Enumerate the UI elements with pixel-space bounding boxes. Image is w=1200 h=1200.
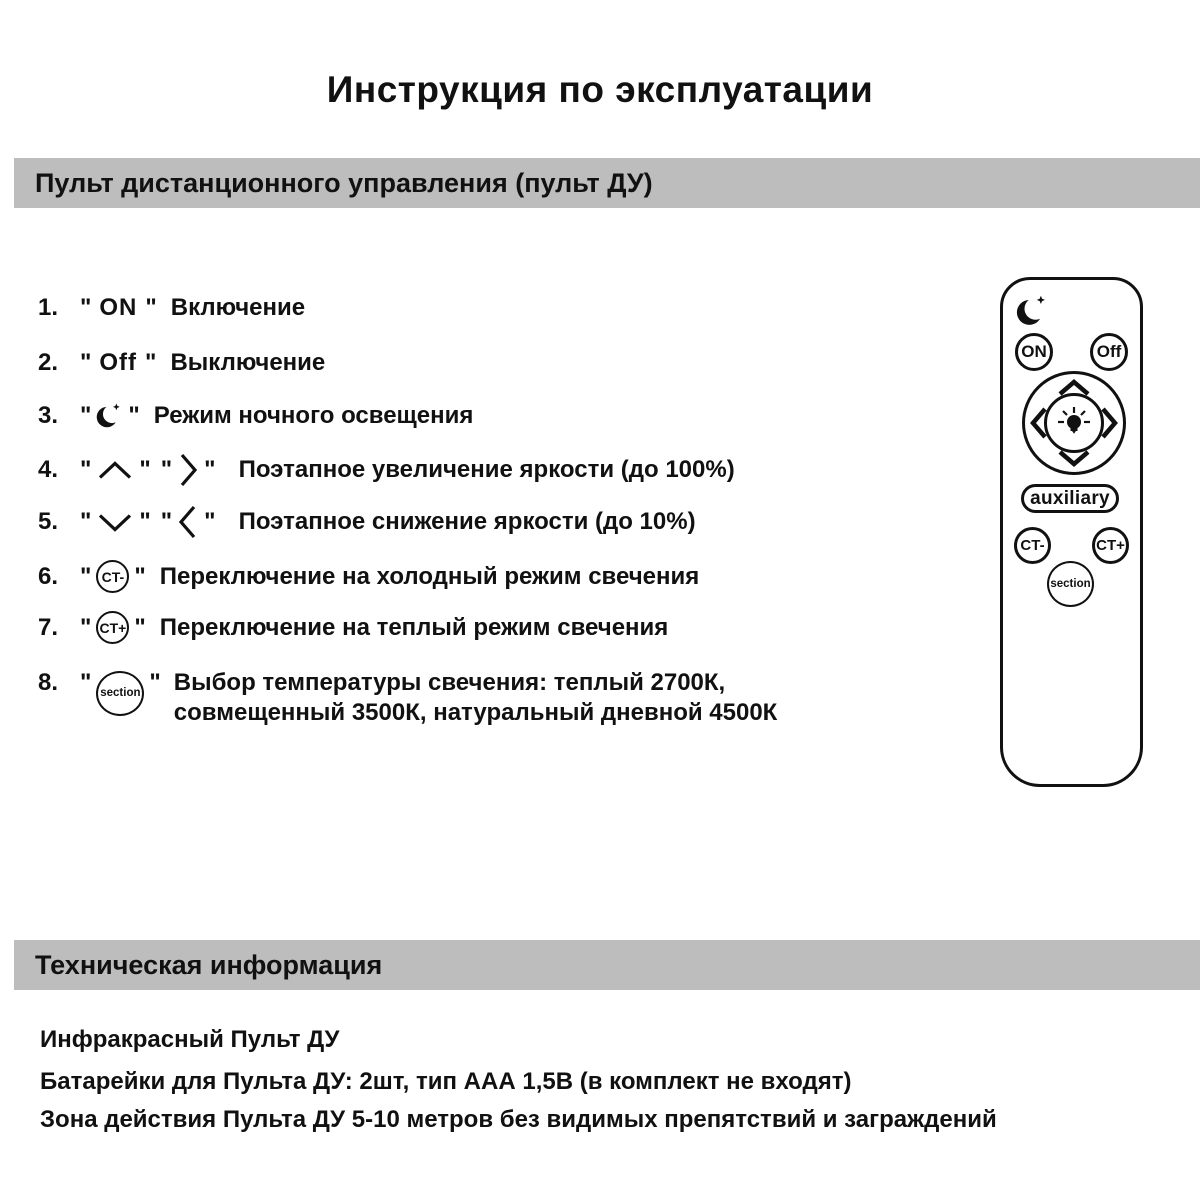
crescent-moon-icon — [96, 402, 123, 429]
quote-mark: " — [145, 294, 157, 321]
section-badge: section — [96, 671, 144, 716]
item-description: Включение — [170, 294, 306, 321]
remote-ct-plus-button — [1092, 527, 1129, 564]
on-button-label: ON — [99, 294, 138, 321]
quote-mark: " — [80, 669, 92, 696]
quote-mark: " — [160, 508, 173, 535]
list-item-ct-minus — [38, 560, 699, 593]
remote-off-label: Off — [1096, 342, 1122, 361]
list-item-night-mode — [38, 402, 473, 429]
page-title: Инструкция по эксплуатации — [326, 69, 874, 110]
section-header-tech-label: Техническая информация — [35, 949, 383, 980]
item-description: Переключение на холодный режим свечения — [159, 562, 700, 590]
item-number: 2. — [38, 349, 59, 376]
remote-off-button — [1090, 333, 1128, 371]
remote-auxiliary-button — [1021, 484, 1119, 513]
quote-mark: " — [80, 401, 92, 429]
quote-mark: " — [139, 508, 151, 535]
chevron-down-icon — [96, 512, 134, 533]
item-number: 8. — [38, 669, 59, 696]
item-description: Режим ночного освещения — [153, 401, 474, 429]
item-description — [174, 668, 778, 728]
quote-mark: " — [204, 508, 216, 535]
ct-plus-badge: CT+ — [96, 611, 129, 644]
list-item-off — [38, 351, 325, 375]
quote-mark: " — [80, 562, 92, 590]
list-item-on — [38, 296, 305, 320]
item-number: 6. — [38, 562, 59, 590]
list-item-ct-plus — [38, 611, 668, 644]
remote-illustration — [1000, 277, 1143, 787]
tech-info-line: Зона действия Пульта ДУ 5-10 метров без видимых препятствий и заграждений — [40, 1106, 997, 1133]
crescent-moon-icon — [1016, 294, 1049, 327]
remote-navigation-pad — [1022, 371, 1126, 475]
ct-minus-badge: CT- — [96, 560, 129, 593]
item-number: 1. — [38, 294, 59, 321]
chevron-up-icon — [96, 460, 134, 481]
section-header-remote — [14, 158, 1200, 208]
item-description: Переключение на теплый режим свечения — [159, 613, 669, 641]
item-description-line1: Выбор температуры свечения: теплый 2700К, — [173, 669, 726, 696]
chevron-left-icon — [177, 503, 199, 541]
section-header-remote-label: Пульт дистанционного управления (пульт ДУ) — [35, 167, 653, 198]
quote-mark: " — [134, 613, 146, 641]
remote-section-button — [1047, 561, 1094, 607]
quote-mark: " — [149, 669, 161, 696]
quote-mark: " — [80, 613, 92, 641]
section-header-tech — [14, 940, 1200, 990]
quote-mark: " — [80, 294, 92, 321]
off-button-label: Off — [99, 349, 138, 376]
remote-auxiliary-label: auxiliary — [1030, 487, 1110, 509]
remote-ct-plus-label: CT+ — [1096, 537, 1125, 554]
quote-mark: " — [80, 349, 92, 376]
quote-mark: " — [204, 456, 216, 483]
quote-mark: " — [134, 562, 146, 590]
list-item-brightness-down — [38, 503, 696, 541]
remote-on-button — [1015, 333, 1053, 371]
remote-section-label: section — [1050, 578, 1091, 590]
tech-info-line: Инфракрасный Пульт ДУ — [40, 1026, 340, 1053]
item-description: Выключение — [170, 349, 326, 376]
remote-ct-minus-label: CT- — [1020, 537, 1045, 554]
item-number: 3. — [38, 401, 59, 429]
item-description: Поэтапное снижение яркости (до 10%) — [238, 508, 696, 535]
lightbulb-icon — [1054, 403, 1094, 443]
remote-ct-minus-button — [1014, 527, 1051, 564]
item-number: 7. — [38, 613, 59, 641]
quote-mark: " — [80, 456, 92, 483]
quote-mark: " — [80, 508, 92, 535]
item-number: 4. — [38, 456, 59, 483]
quote-mark: " — [160, 456, 173, 483]
quote-mark: " — [139, 456, 151, 483]
quote-mark: " — [145, 349, 157, 376]
chevron-right-icon — [177, 451, 199, 489]
remote-on-label: ON — [1021, 342, 1047, 361]
list-item-section — [38, 668, 777, 728]
quote-mark: " — [128, 401, 140, 429]
item-description-line2: совмещенный 3500К, натуральный дневной 4500К — [173, 699, 778, 726]
tech-info-line: Батарейки для Пульта ДУ: 2шт, тип ААА 1,5В (в комплект не входят) — [40, 1068, 852, 1095]
list-item-brightness-up — [38, 451, 735, 489]
item-number: 5. — [38, 508, 59, 535]
remote-light-button — [1044, 393, 1104, 453]
item-description: Поэтапное увеличение яркости (до 100%) — [238, 456, 735, 483]
